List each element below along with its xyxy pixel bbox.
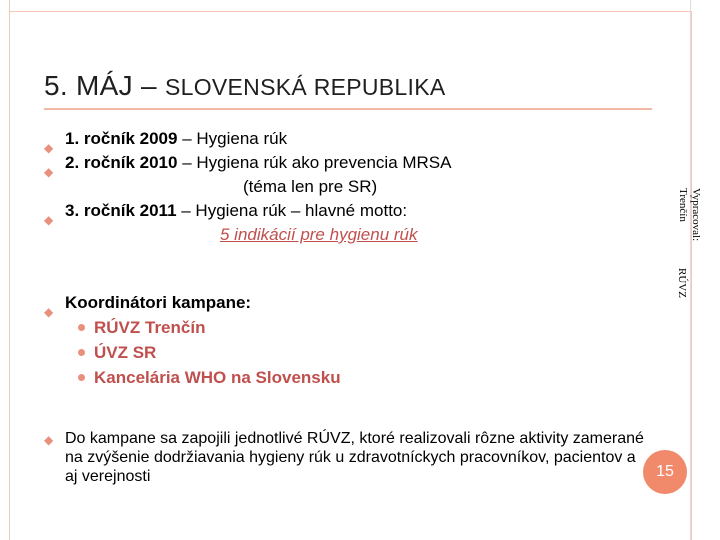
side-label-org: RÚVZ bbox=[676, 268, 688, 298]
year-text: – Hygiena rúk bbox=[177, 129, 288, 148]
year-text: – Hygiena rúk ako prevencia MRSA bbox=[177, 153, 452, 172]
side-label-author bbox=[676, 188, 702, 241]
coordinator-item bbox=[78, 343, 156, 363]
year-label: 1. ročník 2009 bbox=[65, 129, 178, 148]
dot-bullet-icon bbox=[78, 324, 85, 331]
year-text: – Hygiena rúk – hlavné motto: bbox=[176, 201, 408, 220]
slide-title bbox=[44, 70, 446, 102]
summary-paragraph: Do kampane sa zapojili jednotlivé RÚVZ, ktoré realizovali rôzne aktivity zamerané na zvýšenie dodržiavania hygieny rúk u zdravotníckych pracovníkov, pacientov a aj verejnosti bbox=[65, 430, 644, 485]
bullet-icon: ◆ bbox=[44, 165, 54, 179]
bullet-icon: ◆ bbox=[44, 213, 54, 227]
dot-bullet-icon bbox=[78, 374, 85, 381]
motto-link[interactable]: 5 indikácií pre hygienu rúk bbox=[220, 225, 418, 244]
dot-bullet-icon bbox=[78, 349, 85, 356]
bullet-icon: ◆ bbox=[44, 433, 54, 447]
year-line-2 bbox=[65, 153, 452, 173]
coordinator-name: Kancelária WHO na Slovensku bbox=[94, 368, 341, 387]
title-rest: SLOVENSKÁ REPUBLIKA bbox=[164, 74, 446, 100]
page-number-badge: 15 bbox=[643, 450, 687, 494]
year-line-1 bbox=[65, 129, 287, 149]
slide-frame-left bbox=[9, 0, 10, 540]
year-label: 3. ročník 2011 bbox=[65, 201, 177, 220]
bullet-icon: ◆ bbox=[44, 305, 54, 319]
side-label-line1: Vypracoval: bbox=[690, 188, 702, 242]
bullet-icon: ◆ bbox=[44, 141, 54, 155]
side-label-line2: Trenčín bbox=[677, 188, 689, 222]
year-line-3 bbox=[65, 201, 407, 221]
coordinators-heading: Koordinátori kampane: bbox=[65, 293, 252, 312]
coordinator-item bbox=[78, 368, 341, 388]
year-label: 2. ročník 2010 bbox=[65, 153, 178, 172]
coordinator-name: ÚVZ SR bbox=[94, 343, 157, 362]
year-2-note: (téma len pre SR) bbox=[243, 177, 378, 196]
slide-frame-right bbox=[691, 11, 692, 540]
side-divider bbox=[690, 0, 691, 540]
title-prefix: 5. MÁJ bbox=[44, 70, 133, 101]
slide-frame-top bbox=[9, 11, 692, 12]
title-underline bbox=[44, 108, 652, 110]
title-dash: – bbox=[132, 70, 165, 101]
coordinator-name: RÚVZ Trenčín bbox=[94, 318, 206, 337]
coordinator-item bbox=[78, 318, 205, 338]
